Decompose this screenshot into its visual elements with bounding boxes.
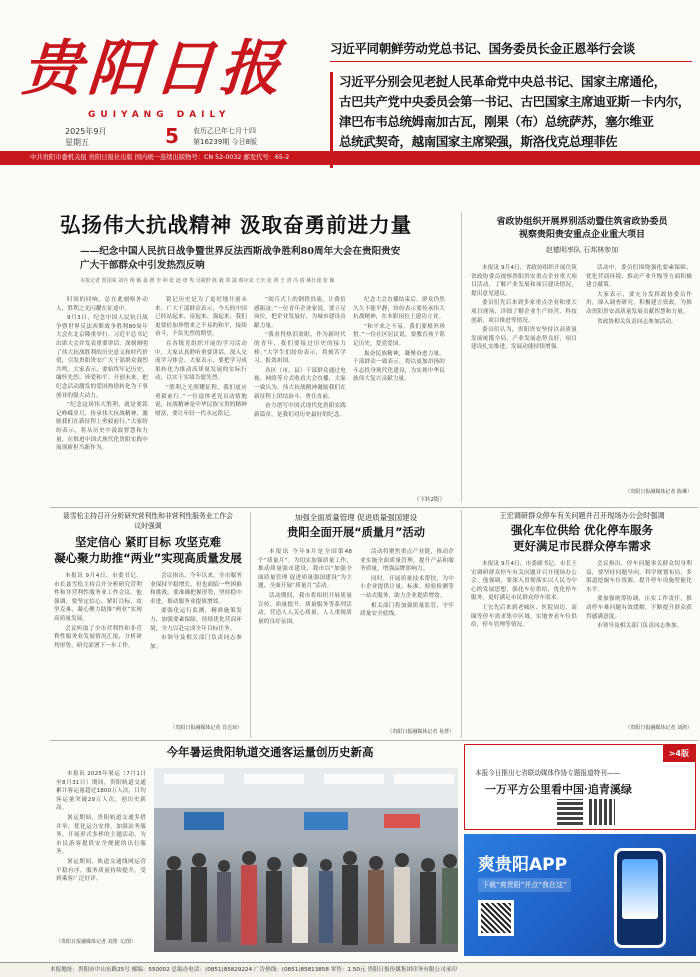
paragraph: 市领导及相关部门负责同志参加。: [150, 635, 242, 650]
paragraph: 活动将聚焦重点产业链，推动企业实施全面质量管理，提升产品和服务质量，增强品牌影响力。: [360, 549, 454, 573]
paragraph: 市领导及相关部门负责同志参加。: [597, 623, 683, 630]
paragraph: 9月3日，纪念中国人民抗日战争暨世界反法西斯战争胜利80周年大会在北京隆重举行。习近平总书记出席大会并发表重要讲话，深刻阐明了伟大抗战胜利的历史意义和时代价值，引发贵阳贵安广大干部群众强烈共鸣。大家表示，要始终牢记历史、缅怀先烈、珍爱和平、开创未来，把纪念活动激发的爱国热情转化为干事创业的强大动力。: [56, 315, 148, 399]
quality-source: （贵阳日报融媒体记者 易慧）: [387, 729, 454, 735]
paragraph: 振奋民族精神，凝聚奋进力量。干部群众一致表示，将以更加昂扬的斗志投身现代化建设，为实现中华民族伟大复兴贡献力量。: [353, 350, 445, 383]
footer: [0, 962, 700, 977]
quality-kicker: 加强全面质量管理 促进质量强国建设: [294, 513, 418, 522]
top-news-line-4[interactable]: 总统武契奇，越南国家主席梁强，斯洛伐克总理菲佐: [339, 134, 618, 149]
quality-col-1: [258, 548, 352, 736]
paragraph: 暑运期间，轨道交通线网运营平稳有序，服务质量持续提升，受到乘客广泛好评。: [56, 858, 146, 883]
sidebar1-headline-2[interactable]: 视察贵阳贵安重点企业重大项目: [518, 230, 645, 240]
metro-headline[interactable]: 今年暑运贵阳轨道交通客运量创历史新高: [166, 745, 374, 759]
lead-col-4: [353, 296, 445, 494]
lead-col-3: [254, 296, 346, 502]
issue-text: 第16239期 今日8版: [193, 138, 257, 146]
forum-headline-2[interactable]: 凝心聚力助推“两业”实现高质量发展: [54, 551, 242, 565]
paragraph: 同时，开展质量技术帮扶，为中小企业提供计量、标准、检验检测等一站式服务，助力企业提质增效。: [360, 575, 454, 599]
paragraph: 奋力谱写中国式现代化贵阳实践新篇章，是我们对历史最好的纪念。: [254, 403, 346, 418]
sidebar1-col-2: [586, 264, 692, 486]
sidebar2-col-1: [471, 560, 577, 732]
promo1-page[interactable]: >4版: [663, 745, 695, 762]
footer-text: 本报地址：贵阳市中山东路25号 邮编：550002 总编办电话：(0851)85829224 广告热线：(0851)85813858 零售：1.50元 贵阳日报传媒集团印务有限公司承印: [50, 967, 457, 973]
app-subtitle: 下载“爽贵阳”并点“我在这”: [478, 878, 571, 892]
sidebar-story-2: [466, 510, 698, 738]
paragraph: 活动期间，我市将组织开展质量宣传、质量提升、质量服务等系列活动，营造人人关心质量、人人重视质量的良好氛围。: [258, 592, 352, 625]
metro-story: [50, 742, 460, 954]
forum-kicker: 聂雪松主持召开分析研究营利性和非营利性服务业工作会议时强调: [63, 512, 233, 530]
paragraph: 各区（市、县）干部群众通过电视、网络等方式收看大会直播，大家一致认为，伟大抗战精神激励我们在新征程上团结奋斗、勇往直前。: [254, 367, 346, 400]
tagline-bar: [0, 151, 700, 165]
promo-app-banner[interactable]: [464, 834, 696, 956]
paragraph: 委员们先后来到多家重点企业和重大项目现场，详细了解企业生产经营、科技创新、项目推进等情况。: [471, 300, 577, 324]
promo-special-issue[interactable]: [464, 744, 696, 830]
paragraph: 本报讯 9月4日，市委副书记、市长王宏调研群众停车有关问题并召开现场办公会。他强调，要深入贯彻落实以人民为中心的发展思想，强化车位供给，优化停车服务，更好满足市民群众停车需求。: [471, 561, 577, 602]
qr-code-2[interactable]: [589, 799, 615, 825]
paragraph: 铭记历史是为了更好地开创未来。广大干部群众表示，今天的中国已经站起来、富起来、强起来，我们更要倍加珍惜来之不易的和平，接续奋斗，不负先烈的期望。: [155, 297, 247, 338]
sidebar2-col-2: [586, 560, 692, 722]
column-divider: [461, 212, 462, 502]
paragraph: 本报讯 2025年暑运（7月1日至8月31日）期间，贵阳轨道交通累计客运量超过1800万人次，日均客运量突破29万人次，创历史新高。: [56, 771, 146, 812]
forum-col-1: [54, 572, 142, 734]
promo1-text-2: 一万平方公里看中国·追青溪绿: [485, 783, 632, 796]
paragraph: 相关部门将加强质量监管，守牢质量安全底线。: [360, 602, 454, 618]
paragraph: 活动中，委员们围绕强化要素保障、优化营商环境、推动产业升级等方面积极建言献策。: [586, 265, 692, 289]
lead-headline[interactable]: 弘扬伟大抗战精神 汲取奋勇前进力量: [60, 213, 413, 237]
metro-source: （贵阳日报融媒体记者 刘蕾 文/图）: [56, 939, 136, 945]
forum-story: [50, 512, 246, 736]
weekday-text: 星期五: [65, 138, 89, 147]
forum-headline-1[interactable]: 坚定信心 紧盯目标 攻坚克难: [74, 535, 221, 549]
lunar-text: 农历乙巳年七月十四: [193, 127, 256, 135]
paragraph: “胜利之光照耀征程，我们更应勇毅前行。”一位退休老党员动情地说，抗战精神是中华民族宝贵的精神财富，要让年轻一代永远铭记。: [155, 384, 247, 417]
paragraph: 在各级党组织开展的学习活动中，大家认真聆听重要讲话，深入交流学习体会。大家表示，要把学习成果转化为推动高质量发展的实际行动，以实干实绩告慰先烈。: [155, 340, 247, 382]
lead-col-2: [155, 296, 247, 502]
paragraph: “阅兵式上的钢铁洪流，让我倍感振奋。”一位青年企业家说，要立足岗位，把企业发展好，为城市建设贡献力量。: [254, 297, 346, 329]
top-news-line-1[interactable]: 习近平分别会见老挝人民革命党中央总书记、国家主席通伦，: [339, 74, 666, 89]
lead-story: [50, 212, 455, 504]
phone-mockup: [614, 848, 666, 948]
date-block: [65, 124, 295, 148]
paragraph: 暑运期间，贵阳轨道交通多措并举，优化运力安排，加强站务服务，开展形式多样的主题活动，为市民游客提供安全便捷的出行服务。: [56, 814, 146, 856]
lead-subhead-1: ——纪念中国人民抗日战争暨世界反法西斯战争胜利80周年大会在贵阳贵安: [80, 246, 401, 257]
column-divider-2: [461, 510, 462, 738]
quality-story: [254, 512, 458, 736]
day-number: 5: [165, 124, 179, 148]
lead-continued[interactable]: （下转2版）: [414, 497, 445, 503]
quality-col-2: [360, 548, 454, 726]
paragraph: “我看得热泪盈眶，作为新时代的青年，我们要接过历史的接力棒。”大学生们纷纷表示，将刻苦学习、报效祖国。: [254, 332, 346, 365]
tagline-text: 中共贵阳市委机关报 贵阳日报社出版 国内统一连续出版物号：CN 52-0032 邮发代号：65-2: [30, 154, 290, 161]
paragraph: “纪念这场伟大胜利，就是要铭记峥嵘岁月，传承伟大抗战精神，激励我们在新征程上勇毅前行。”大家纷纷表示，将从历史中汲取智慧和力量，在推进中国式现代化贵阳实践中展现新担当新作为。: [56, 402, 148, 452]
sidebar2-title: 王宏调研群众停车有关问题并召开现场办公会时强调: [499, 511, 665, 520]
metro-photo-illustration: [154, 768, 458, 952]
sidebar1-col-1: [471, 264, 577, 496]
metro-photo: [154, 768, 458, 952]
top-news-headline[interactable]: 习近平同朝鲜劳动党总书记、国务委员长金正恩举行会谈: [330, 41, 636, 56]
sidebar1-headline-1[interactable]: 省政协组织开展界别活动暨住筑省政协委员: [496, 217, 668, 227]
sidebar2-source: （贵阳日报融媒体记者 刘鸿）: [625, 725, 692, 731]
paragraph: “和平来之不易，我们要格外珍惜。”一位社区居民说，要教育孩子铭记历史，爱党爱国。: [353, 323, 445, 347]
date-text: 2025年9月: [65, 127, 107, 136]
paragraph: 王宏先后来到老城区、医院周边、商圈等停车需求集中区域，实地查看车位供给、停车管理等情况。: [471, 604, 577, 629]
paragraph: 大家表示，要充分发挥政协委员作用，深入调查研究，积极建言资政，为推动贵阳贵安高质量发展贡献智慧和力量。: [586, 291, 692, 315]
column-divider-3: [250, 512, 251, 738]
lead-subhead-2: 广大干部群众中引发热烈反响: [80, 260, 205, 271]
paragraph: 时间的回响，总在此刻格外动人，胜利之光闪耀在征途中。: [56, 297, 148, 312]
masthead: [0, 0, 700, 178]
paragraph: 会议听取了全市营利性和非营利性服务业发展情况汇报，分析研判形势，研究部署下一步工作。: [54, 625, 142, 649]
top-news-line-3[interactable]: 津巴布韦总统姆南加古瓦，刚果（布）总统萨苏，塞尔维亚: [339, 114, 654, 129]
divider-mid: [50, 507, 698, 508]
sidebar-story-1: [466, 216, 698, 502]
paragraph: 要加强统筹协调，压实工作责任，推动停车难问题有效缓解，不断提升群众获得感满意度。: [586, 596, 692, 620]
quality-headline[interactable]: 贵阳全面开展“质量月”活动: [287, 526, 425, 539]
app-title: 爽贵阳APP: [478, 855, 568, 875]
sidebar1-byline: 赵德明率队 石邦林参加: [545, 246, 619, 254]
paragraph: 会议指出，停车问题事关群众切身利益，要坚持问题导向，科学规划布局，多渠道挖掘车位资源，提升停车设施智能化水平。: [586, 561, 692, 593]
top-news-headline-bar: [330, 38, 692, 62]
promo1-text-1: 本报今日推出七省联动媒体作协专题报道特刊——: [475, 769, 621, 777]
paragraph: 要强化运行监测，精准施策发力，加强要素保障，持续优化营商环境，全力以赴完成全年目标任务。: [150, 608, 242, 632]
forum-source: （贵阳日报融媒体记者 肖达琼）: [170, 725, 242, 731]
sidebar1-source: （贵阳日报融媒体记者 陈琳）: [625, 489, 692, 495]
paragraph: 委员们认为，贵阳贵安坚持以高质量发展统揽全局，产业发展态势良好，项目建设扎实推进，发展动能持续增强。: [471, 327, 577, 351]
divider-low: [50, 740, 698, 741]
lead-byline: 本报记者 贾国荣 刘丹 杨 颖 晏 媛 李 婷 张 迪 唐 隽 吴婧舒 陈 毅 邓 露 蔡应宋 王庆 张 鸿 王 清 冯 倩 姚仕波 张 颖: [80, 278, 335, 284]
metro-body: [56, 770, 146, 936]
top-news-line-2[interactable]: 古巴共产党中央委员会第一书记、古巴国家主席迪亚斯－卡内尔，: [339, 94, 690, 109]
sidebar2-headline-2[interactable]: 更好满足市民群众停车需求: [513, 539, 651, 553]
paragraph: 本报讯 今年9月是全国第48个“质量月”。为切实加强质量工作，推动质量强市建设，我市以“加强全面质量管理 促进质量强国建设”为主题，全面开展“质量月”活动。: [258, 549, 352, 590]
paragraph: 本报讯 9月4日，市委书记、市长聂雪松主持召开分析研究营利性和非营利性服务业工作会议。他强调，要坚定信心、紧盯目标、攻坚克难，凝心聚力助推“两业”实现高质量发展。: [54, 573, 142, 622]
paragraph: 纪念大会直播结束后，群众仍然久久不能平静，纷纷表示要传承伟大抗战精神，在本职岗位上建功立业。: [353, 297, 445, 321]
paragraph: 省政协相关负责同志参加活动。: [597, 318, 677, 325]
forum-col-2: [150, 572, 242, 722]
app-qr-code[interactable]: [478, 900, 514, 936]
logo: 贵阳日报: [19, 34, 289, 104]
paragraph: 会议指出，今年以来，全市服务业保持平稳增长，但也面临一些困难和挑战。要准确把握形势，坚持稳中求进，推动服务业提质增效。: [150, 573, 242, 605]
logo-pinyin: GUIYANG DAILY: [88, 110, 231, 120]
paragraph: 本报讯 9月4日，省政协组织开展住筑省政协委员视察贵阳贵安重点企业重大项目活动，了解产业发展和项目建设情况，提出意见建议。: [471, 265, 577, 297]
lead-col-1: [56, 296, 148, 502]
sidebar2-headline-1[interactable]: 强化车位供给 优化停车服务: [510, 523, 653, 537]
qr-code-1[interactable]: [557, 799, 583, 825]
